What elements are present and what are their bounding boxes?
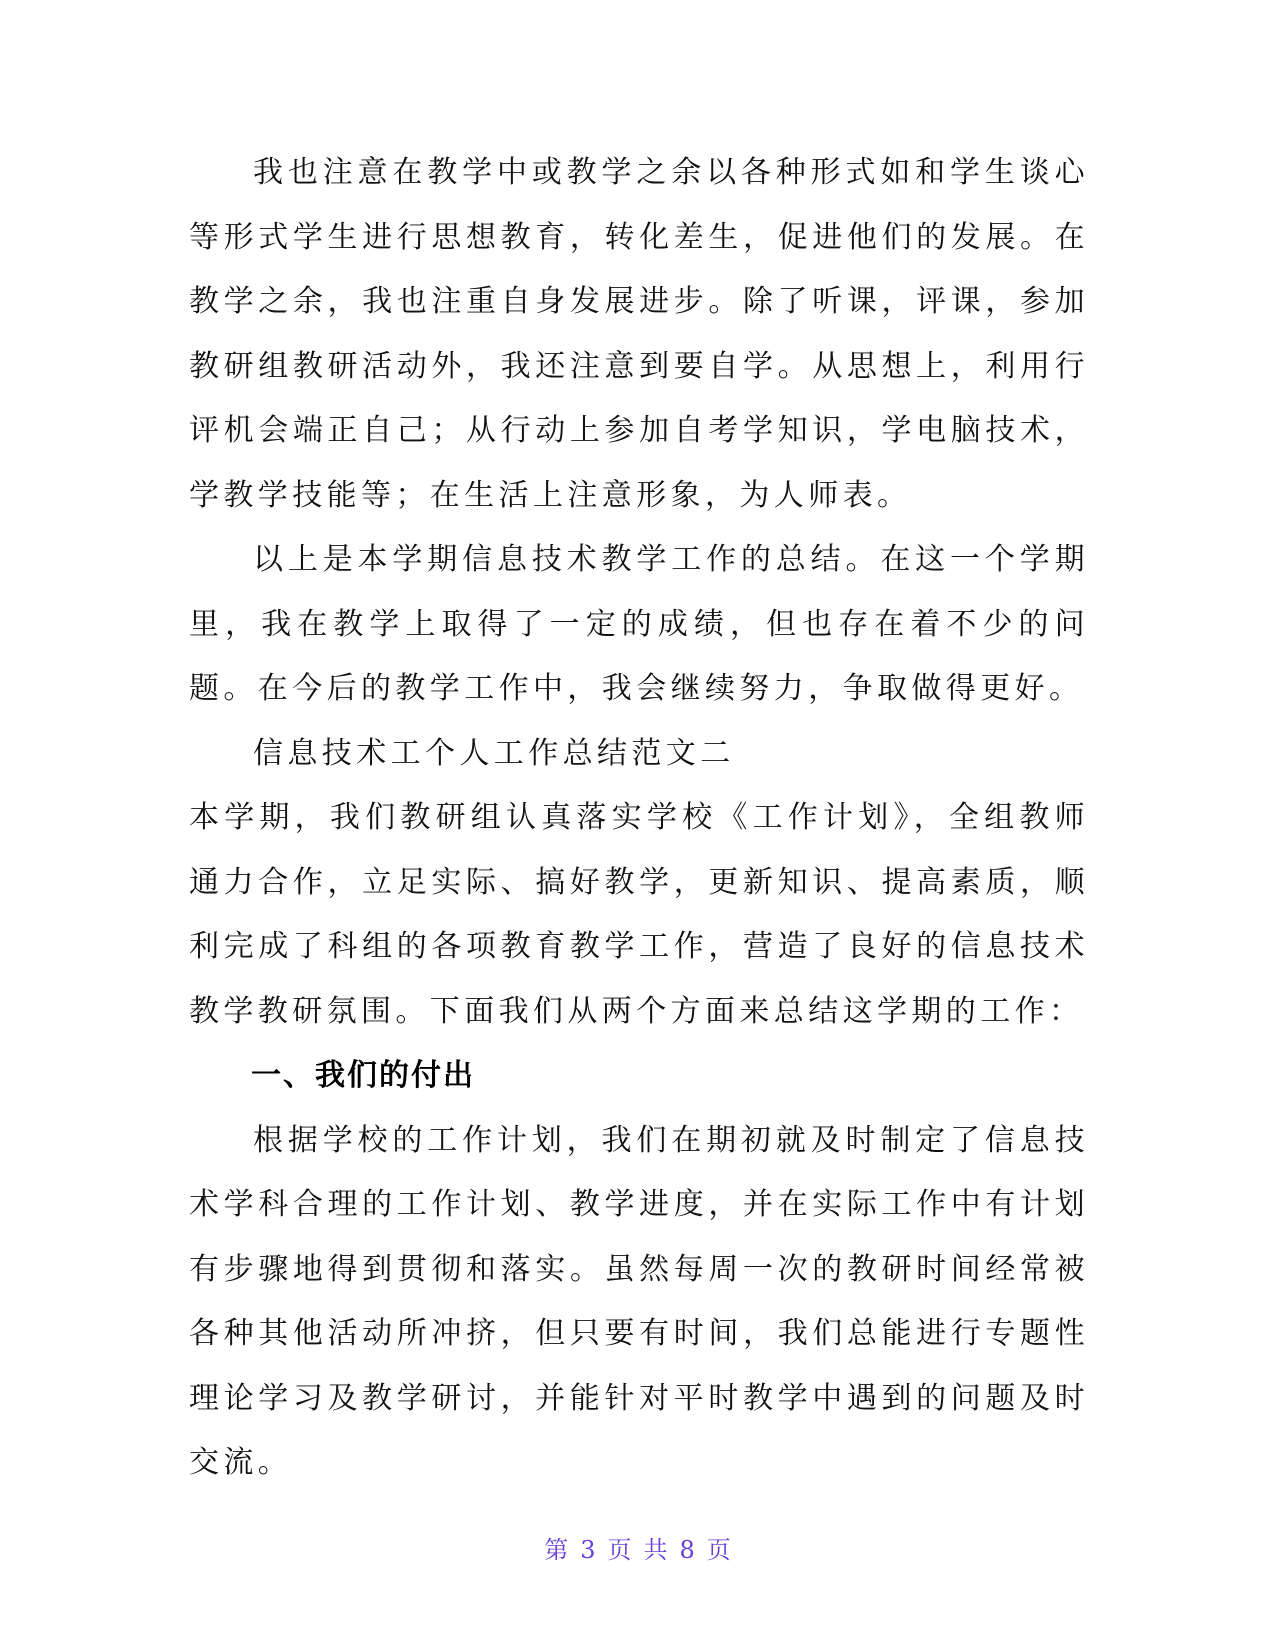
page-footer	[0, 1534, 1275, 1566]
footer-total-label: 共	[643, 1536, 668, 1564]
paragraph-group-intro: 本学期，我们教研组认真落实学校《工作计划》，全组教师通力合作，立足实际、搞好教学，更新知识、提高素质，顺利完成了科组的各项教育教学工作，营造了良好的信息技术教学教研氛围。下面我们从两个方面来总结这学期的工作：	[189, 800, 1089, 1029]
footer-page-label: 页	[607, 1536, 632, 1564]
paragraph-sample-title: 信息技术工个人工作总结范文二	[253, 735, 735, 771]
footer-total-pages: 8	[679, 1536, 695, 1564]
paragraph-self-development: 我也注意在教学中或教学之余以各种形式如和学生谈心等形式学生进行思想教育，转化差生，促进他们的发展。在教学之余，我也注重自身发展进步。除了听课，评课，参加教研组教研活动外，我还注意到要自学。从思想上，利用行评机会端正自己；从行动上参加自考学知识，学电脑技术，学教学技能等；在生活上注意形象，为人师表。	[189, 155, 1089, 513]
footer-current-page: 3	[580, 1536, 596, 1564]
footer-prefix: 第	[544, 1536, 569, 1564]
footer-suffix: 页	[706, 1536, 731, 1564]
paragraph-work-plan: 根据学校的工作计划，我们在期初就及时制定了信息技术学科合理的工作计划、教学进度，并在实际工作中有计划有步骤地得到贯彻和落实。虽然每周一次的教研时间经常被各种其他活动所冲挤，但只要有时间，我们总能进行专题性理论学习及教学研讨，并能针对平时教学中遇到的问题及时交流。	[189, 1122, 1089, 1480]
document-body	[189, 141, 1089, 1496]
paragraph-semester-summary: 以上是本学期信息技术教学工作的总结。在这一个学期里，我在教学上取得了一定的成绩，但也存在着不少的问题。在今后的教学工作中，我会继续努力，争取做得更好。	[189, 542, 1089, 706]
section-heading-our-efforts: 一、我们的付出	[251, 1058, 475, 1093]
